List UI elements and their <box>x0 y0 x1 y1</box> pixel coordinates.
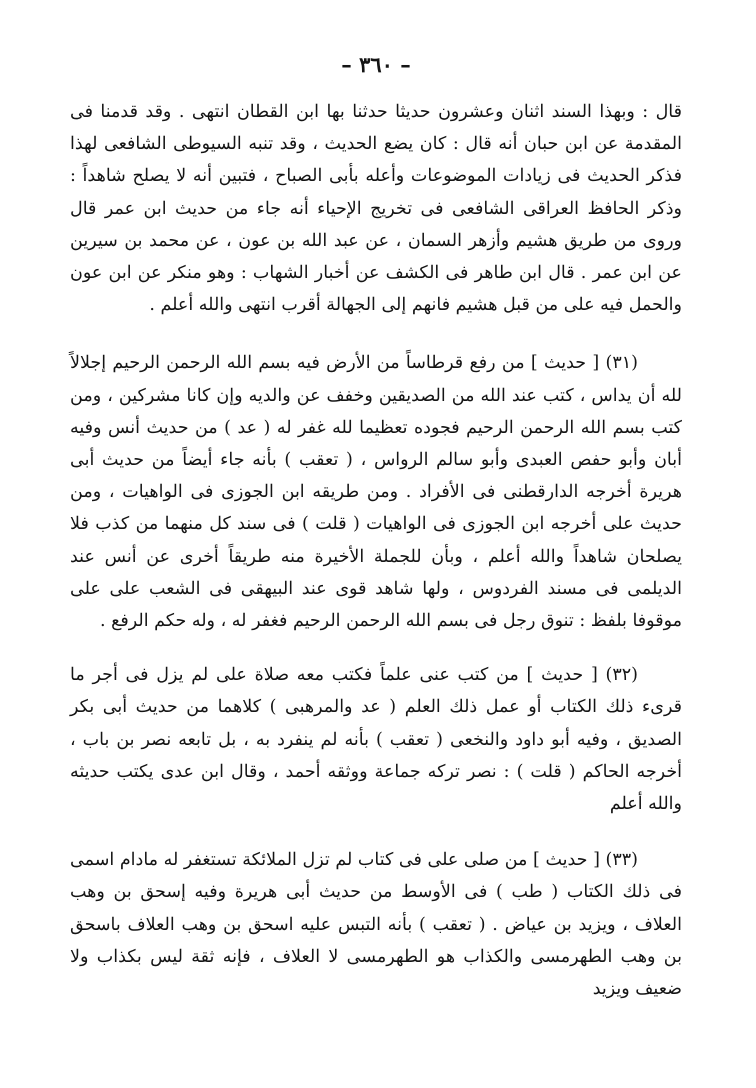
paragraph-hadith-33: (٣٣) [ حديث ] من صلى على فى كتاب لم تزل الملائكة تستغفر له مادام اسمى فى ذلك الكتاب ( طب ) فى الأوسط من حديث أبى هريرة وفيه إسحق بن وهب العلاف ، ويزيد بن عياض . ( تعقب ) بأنه التبس عليه اسحق بن وهب العلاف باسحق بن وهب الطهرمسى والكذاب هو الطهرمسى لا العلاف ، فإنه ثقة ليس بكذاب ولا ضعيف ويزيد <box>70 850 682 1000</box>
paragraph-hadith-31: (٣١) [ حديث ] من رفع قرطاساً من الأرض فيه بسم الله الرحمن الرحيم إجلالاً لله أن يداس ، كتب عند الله من الصديقين وخفف عن والديه وإن كانا مشركين ، ومن كتب بسم الله الرحمن الرحيم فجوده تعظيما لله غفر له ( عد ) من حديث أنس وفيه أبان وأبو حفص العبدى وأبو سالم الرواس ، ( تعقب ) بأنه جاء أيضاً من حديث أبى هريرة أخرجه الدارقطنى فى الأفراد . ومن طريقه ابن الجوزى فى الواهيات ، ومن حديث على أخرجه ابن الجوزى فى الواهيات ( قلت ) فى سند كل منهما من كذب فلا يصلحان شاهداً والله أعلم ، وبأن للجملة الأخيرة منه طريقاً أخرى عن أنس عند الديلمى فى مسند الفردوس ، ولها شاهد قوى عند البيهقى فى الشعب على على موقوفا بلفظ : تنوق رجل فى بسم الله الرحمن الرحيم فغفر له ، وله حكم الرفع . <box>70 353 682 632</box>
page-number: – ٣٦٠ – <box>341 52 411 77</box>
paragraph-hadith-32: (٣٢) [ حديث ] من كتب عنى علماً فكتب معه صلاة على لم يزل فى أجر ما قرىء ذلك الكتاب أو عمل ذلك العلم ( عد والمرهبى ) كلاهما من حديث أبى بكر الصديق ، وفيه أبو داود والنخعى ( تعقب ) بأنه لم ينفرد به ، بل تابعه نصر بن باب ، أخرجه الحاكم ( قلت ) : نصر تركه جماعة ووثقه أحمد ، وقال ابن عدى يكتب حديثه والله أعلم <box>70 665 682 815</box>
paragraph-intro: قال : وبهذا السند اثنان وعشرون حديثا حدثنا بها ابن القطان انتهى . وقد قدمنا فى المقدمة عن ابن حبان أنه قال : كان يضع الحديث ، وقد تنبه السيوطى الشافعى لهذا فذكر الحديث فى زيادات الموضوعات وأعله بأبى الصباح ، فتبين أنه لا يصلح شاهداً : وذكر الحافظ العراقى الشافعى فى تخريج الإحياء أنه جاء من حديث ابن عمر قال وروى من طريق هشيم وأزهر السمان ، عن عبد الله بن عون ، عن محمد بن سيرين عن ابن عمر . قال ابن طاهر فى الكشف عن أخبار الشهاب : وهو منكر عن ابن عون والحمل فيه على من قبل هشيم فانهم إلى الجهالة أقرب انتهى والله أعلم . <box>70 102 682 316</box>
